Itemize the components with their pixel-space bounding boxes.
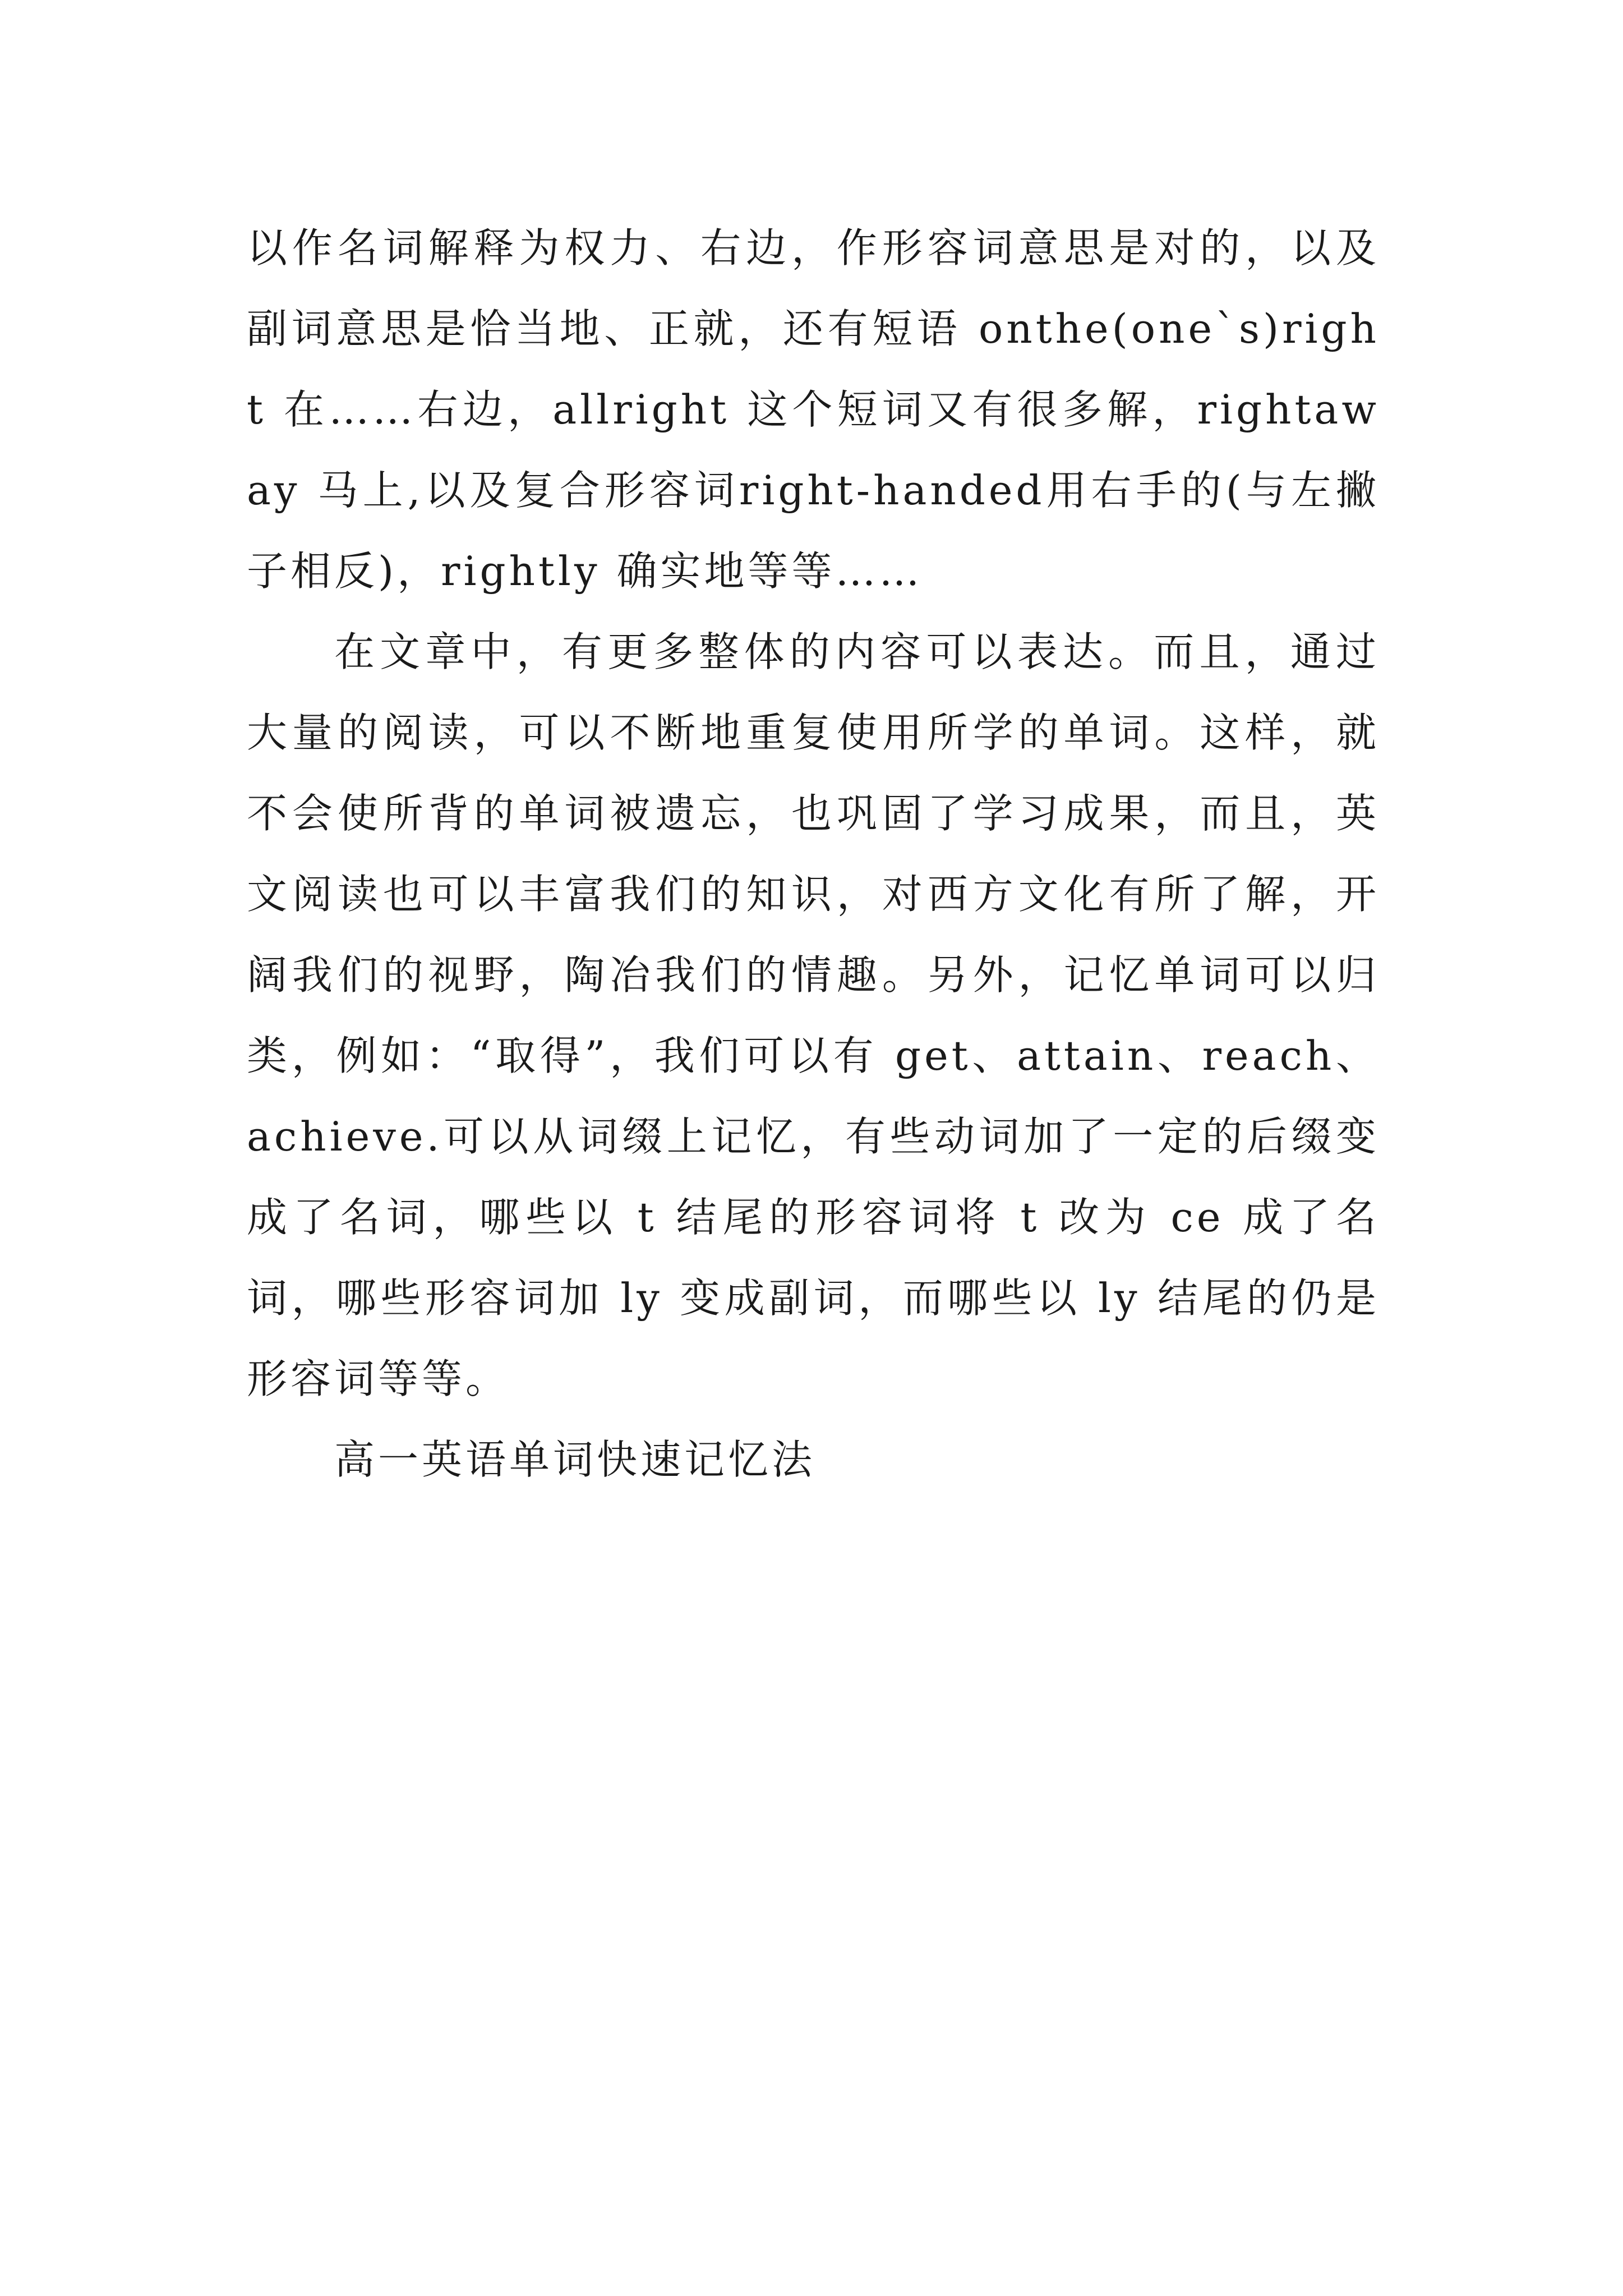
section-heading-memory-method: 高一英语单词快速记忆法 [334,1436,816,1483]
document-body [247,208,1380,1500]
paragraph-reading-and-grouping: 在文章中，有更多整体的内容可以表达。而且，通过大量的阅读，可以不断地重复使用所学的单词。这样，就不会使所背的单词被遗忘，也巩固了学习成果，而且，英文阅读也可以丰富我们的知识，对西方文化有所了解，开阔我们的视野，陶冶我们的情趣。另外，记忆单词可以归类，例如：“取得”，我们可以有 get、attain、reach、achieve.可以从词缀上记忆，有些动词加了一定的后缀变成了名词，哪些以 t 结尾的形容词将 t 改为 ce 成了名词，哪些形容词加 ly 变成副词，而哪些以 ly 结尾的仍是形容词等等。 [247,628,1380,1402]
paragraph-right-meanings: 以作名词解释为权力、右边，作形容词意思是对的，以及副词意思是恰当地、正就，还有短语 onthe(one`s)right 在……右边，allright 这个短词又有很多解，rightaway 马上,以及复合形容词right-handed用右手的(与左撇子相反)，rightly 确实地等等…… [247,224,1380,595]
